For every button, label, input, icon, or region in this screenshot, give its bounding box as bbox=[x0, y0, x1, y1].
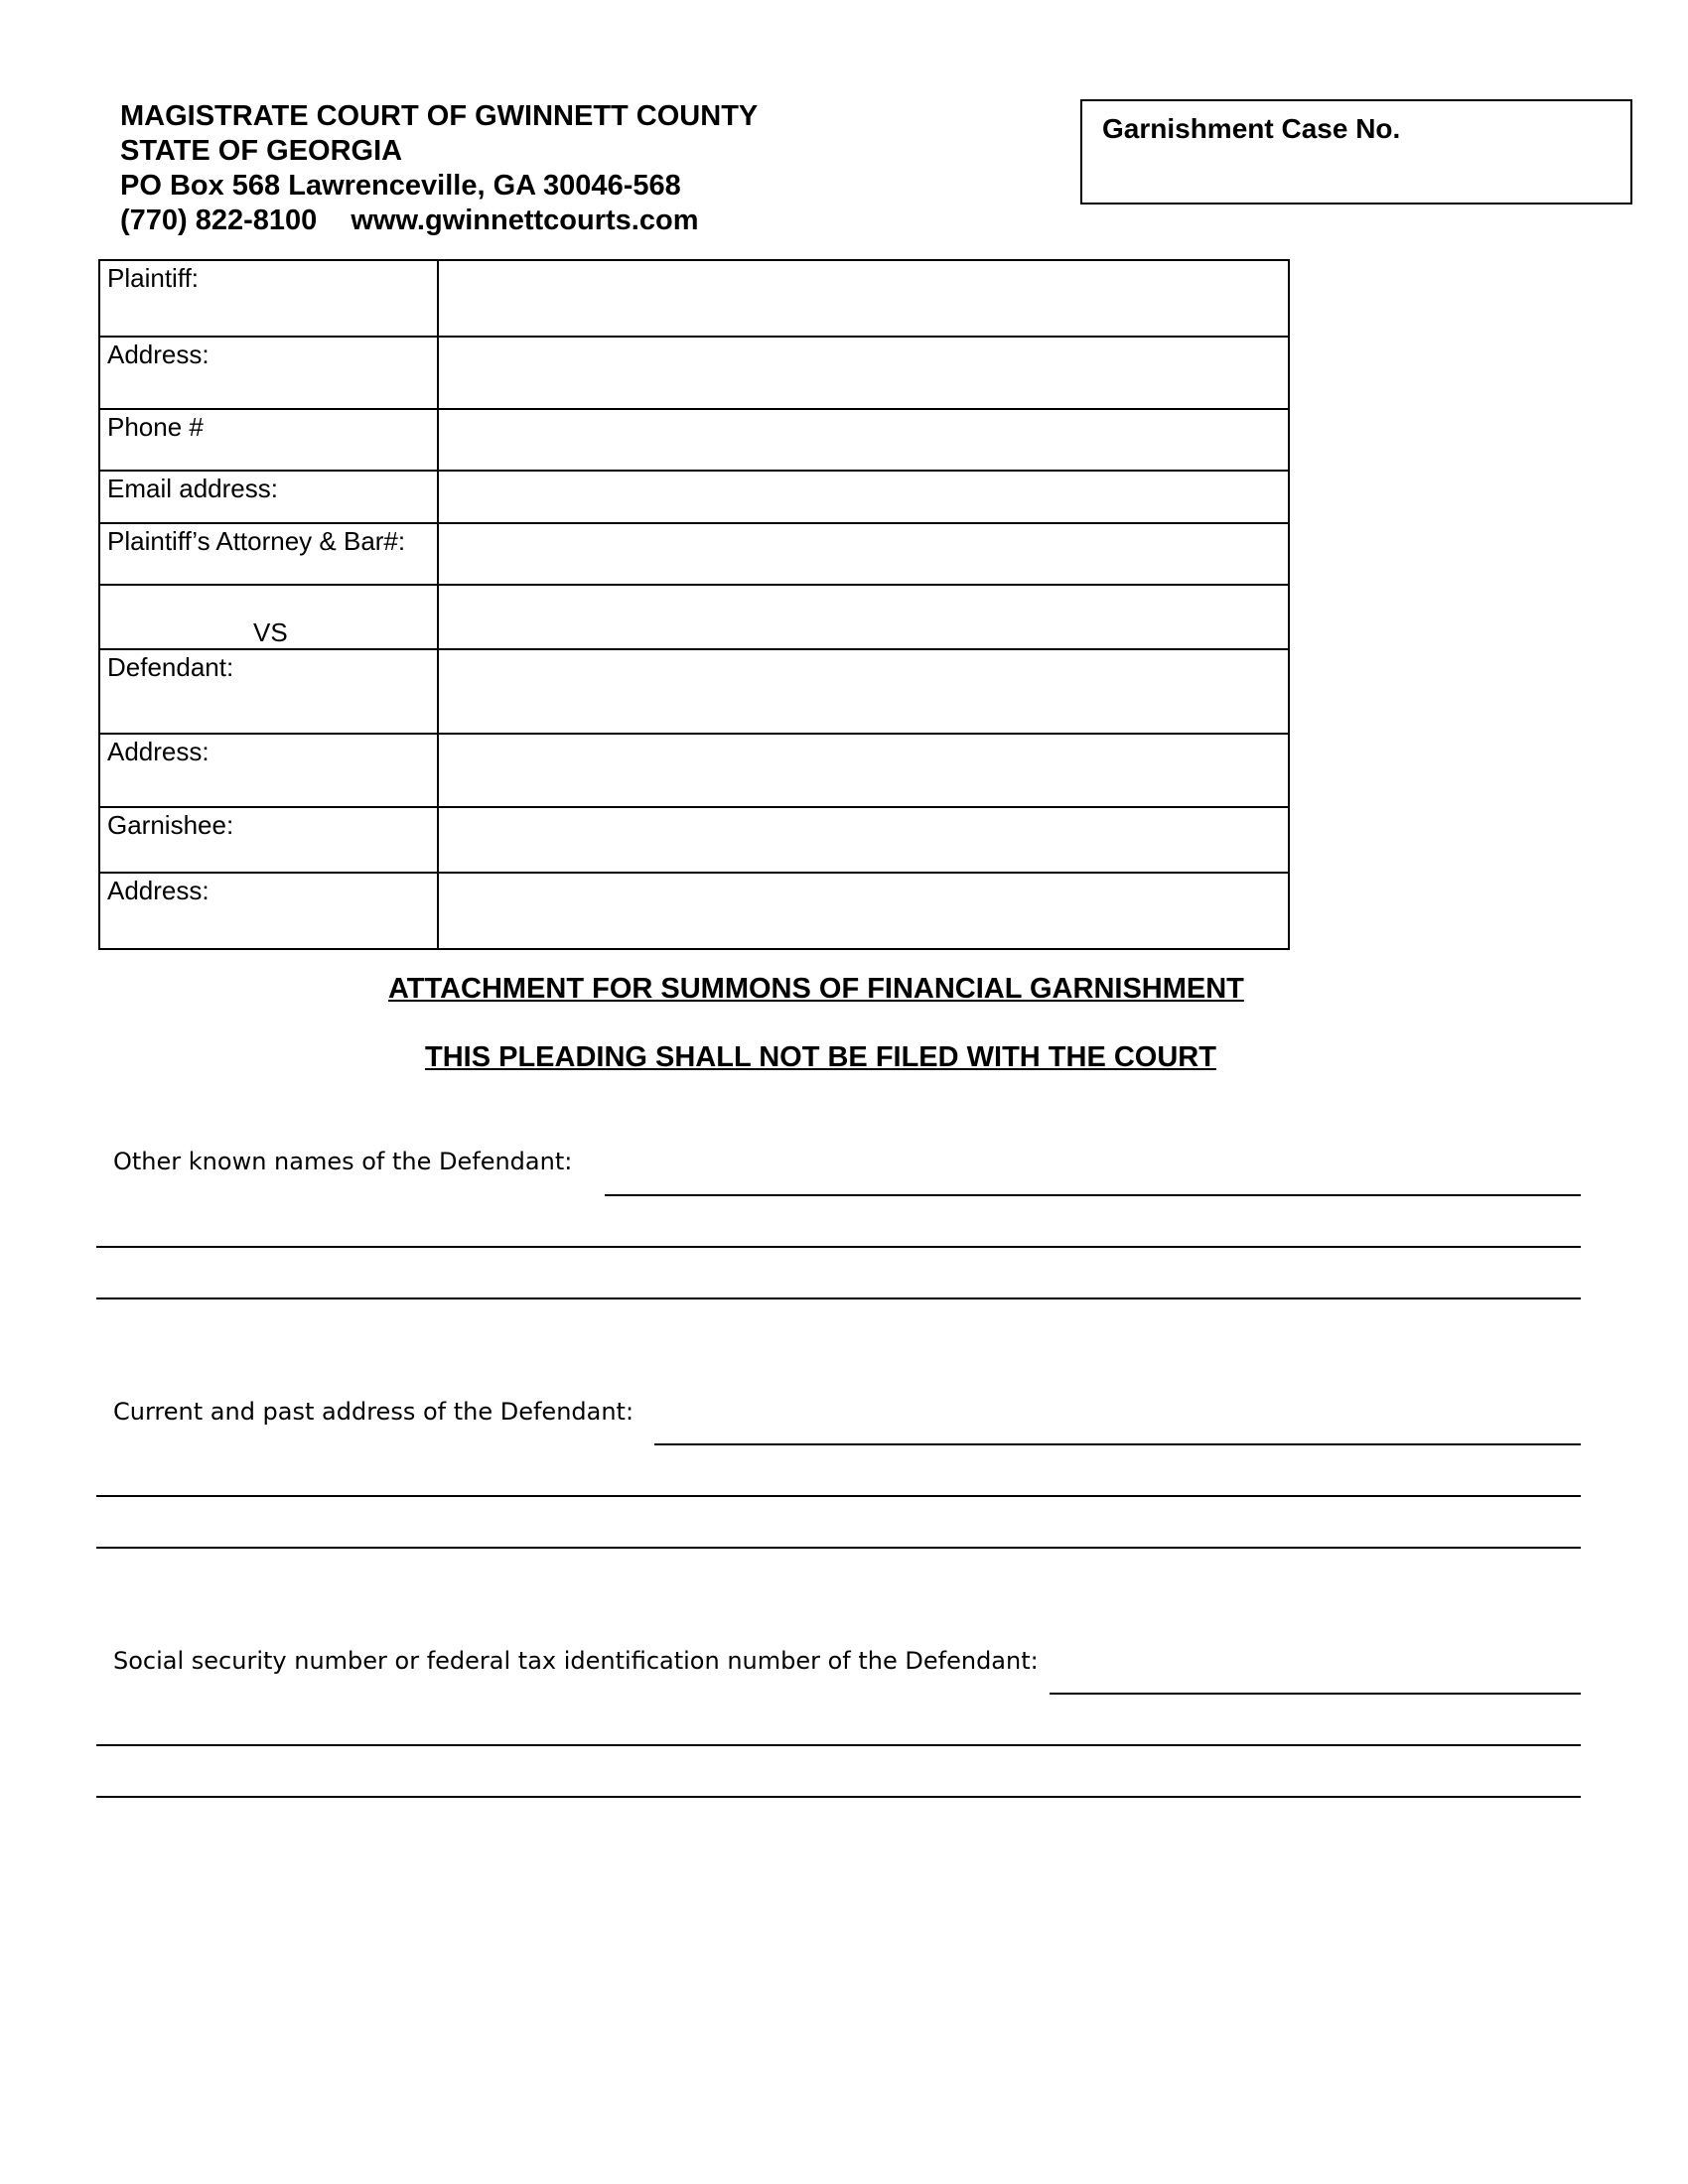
court-phone: (770) 822-8100 bbox=[120, 205, 318, 236]
garnishee-address-label: Address: bbox=[99, 873, 438, 949]
row-plaintiff-address bbox=[99, 337, 1289, 409]
attorney-field[interactable] bbox=[438, 523, 1289, 585]
defendant-address-label: Address: bbox=[99, 734, 438, 807]
defendant-address-field[interactable] bbox=[438, 734, 1289, 807]
other-names-line-2[interactable] bbox=[96, 1246, 1581, 1248]
row-vs bbox=[99, 585, 1289, 649]
other-names-line-1[interactable] bbox=[605, 1194, 1581, 1196]
phone-field[interactable] bbox=[438, 409, 1289, 471]
case-number-label: Garnishment Case No. bbox=[1102, 113, 1401, 144]
addresses-line-2[interactable] bbox=[96, 1495, 1581, 1497]
filing-notice: THIS PLEADING SHALL NOT BE FILED WITH THE COURT bbox=[425, 1041, 1216, 1073]
ssn-line-1[interactable] bbox=[1050, 1693, 1581, 1695]
email-field[interactable] bbox=[438, 471, 1289, 523]
defendant-field[interactable] bbox=[438, 649, 1289, 734]
attorney-label: Plaintiff’s Attorney & Bar#: bbox=[99, 523, 438, 585]
ssn-line-3[interactable] bbox=[96, 1796, 1581, 1798]
row-defendant-address bbox=[99, 734, 1289, 807]
phone-label: Phone # bbox=[99, 409, 438, 471]
vs-field[interactable] bbox=[438, 585, 1289, 649]
row-attorney bbox=[99, 523, 1289, 585]
ssn-line-2[interactable] bbox=[96, 1744, 1581, 1746]
defendant-label: Defendant: bbox=[99, 649, 438, 734]
court-name: MAGISTRATE COURT OF GWINNETT COUNTY bbox=[120, 100, 759, 132]
addresses-line-1[interactable] bbox=[654, 1443, 1581, 1445]
other-names-label: Other known names of the Defendant: bbox=[113, 1148, 573, 1175]
vs-cell bbox=[99, 585, 438, 649]
plaintiff-address-field[interactable] bbox=[438, 337, 1289, 409]
plaintiff-field[interactable] bbox=[438, 260, 1289, 337]
case-number-box[interactable] bbox=[1080, 99, 1632, 205]
garnishee-label: Garnishee: bbox=[99, 807, 438, 873]
row-email bbox=[99, 471, 1289, 523]
court-header bbox=[120, 99, 758, 238]
email-label: Email address: bbox=[99, 471, 438, 523]
court-state: STATE OF GEORGIA bbox=[120, 135, 403, 167]
row-plaintiff bbox=[99, 260, 1289, 337]
attachment-title: ATTACHMENT FOR SUMMONS OF FINANCIAL GARNISHMENT bbox=[388, 973, 1244, 1005]
garnishee-address-field[interactable] bbox=[438, 873, 1289, 949]
other-names-line-3[interactable] bbox=[96, 1297, 1581, 1299]
row-garnishee bbox=[99, 807, 1289, 873]
addresses-line-3[interactable] bbox=[96, 1547, 1581, 1549]
garnishee-field[interactable] bbox=[438, 807, 1289, 873]
row-phone bbox=[99, 409, 1289, 471]
plaintiff-label: Plaintiff: bbox=[99, 260, 438, 337]
row-defendant bbox=[99, 649, 1289, 734]
court-contact bbox=[120, 204, 758, 238]
plaintiff-address-label: Address: bbox=[99, 337, 438, 409]
addresses-label: Current and past address of the Defendant: bbox=[113, 1398, 634, 1426]
court-website: www.gwinnettcourts.com bbox=[351, 205, 699, 236]
parties-table bbox=[98, 259, 1290, 950]
row-garnishee-address bbox=[99, 873, 1289, 949]
ssn-label: Social security number or federal tax identification number of the Defendant: bbox=[113, 1647, 1039, 1675]
court-address: PO Box 568 Lawrenceville, GA 30046-568 bbox=[120, 170, 681, 202]
vs-label: VS bbox=[253, 617, 288, 647]
